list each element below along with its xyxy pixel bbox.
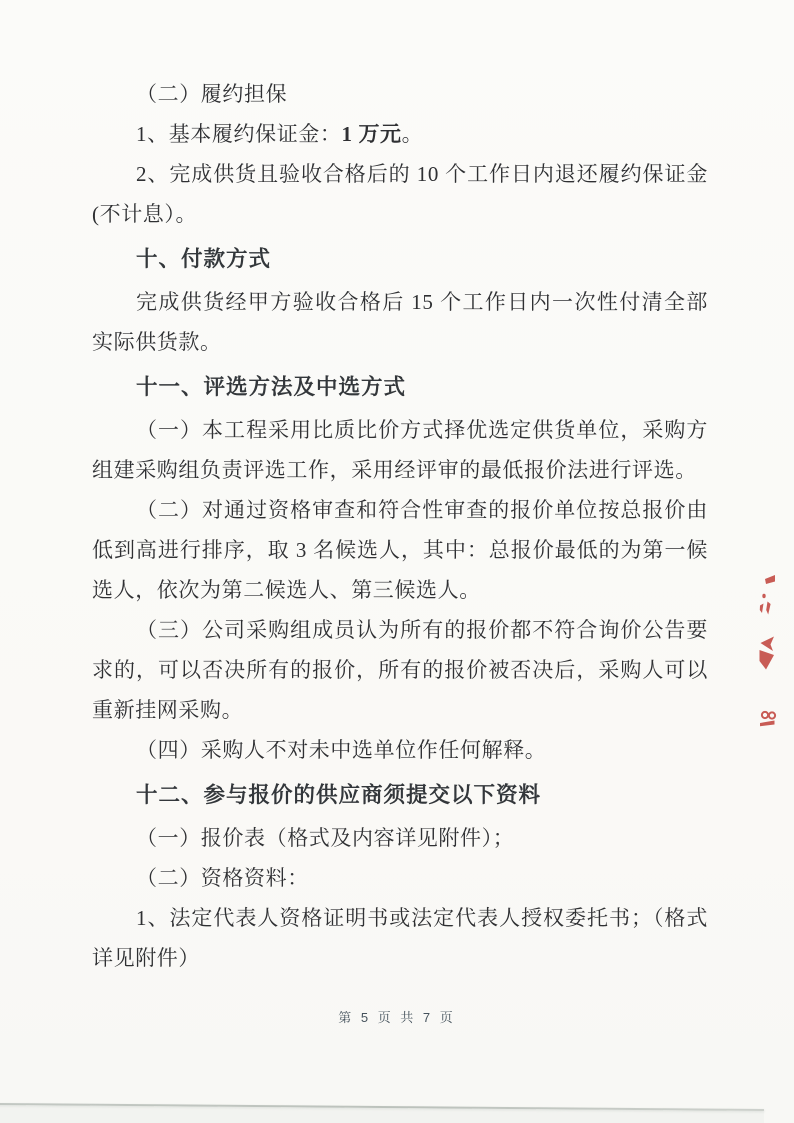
document-body (92, 74, 708, 978)
clause-text-suffix: 。 (401, 122, 424, 146)
red-seal-icon (744, 566, 794, 732)
clause-basic-guarantee-amount (92, 114, 708, 154)
guarantee-amount: 1 万元 (341, 122, 402, 146)
clause-guarantee-refund: 2、完成供货且验收合格后的 10 个工作日内退还履约保证金(不计息）。 (92, 162, 708, 226)
clause-documents-legal-representative: 1、法定代表人资格证明书或法定代表人授权委托书；（格式详见附件） (92, 906, 708, 970)
clause-text-prefix: 1、基本履约保证金： (136, 122, 342, 146)
clause-payment-terms: 完成供货经甲方验收合格后 15 个工作日内一次性付清全部实际供货款。 (92, 290, 708, 354)
page-footer (0, 1007, 794, 1026)
section-heading-payment-method: 十、付款方式 (136, 247, 272, 271)
page-number-label: 第 5 页 共 7 页 (338, 1010, 456, 1025)
section-heading-required-documents: 十二、参与报价的供应商须提交以下资料 (136, 783, 542, 807)
clause-selection-3: （三）公司采购组成员认为所有的报价都不符合询价公告要求的，可以否决所有的报价，所有的报价被否决后，采购人可以重新挂网采购。 (92, 618, 708, 722)
section-heading-selection-method: 十一、评选方法及中选方式 (136, 375, 407, 399)
clause-selection-1: （一）本工程采用比质比价方式择优选定供货单位，采购方组建采购组负责评选工作，采用经评审的最低报价法进行评选。 (92, 418, 708, 482)
sub-heading-performance-guarantee: （二）履约担保 (136, 82, 288, 106)
clause-selection-4: （四）采购人不对未中选单位作任何解释。 (136, 738, 547, 762)
clause-selection-2: （二）对通过资格审查和符合性审查的报价单位按总报价由低到高进行排序，取 3 名候选人，其中：总报价最低的为第一候选人，依次为第二候选人、第三候选人。 (92, 498, 708, 602)
clause-documents-quotation-form: （一）报价表（格式及内容详见附件）； (136, 826, 515, 850)
clause-documents-qualification: （二）资格资料： (136, 866, 309, 890)
